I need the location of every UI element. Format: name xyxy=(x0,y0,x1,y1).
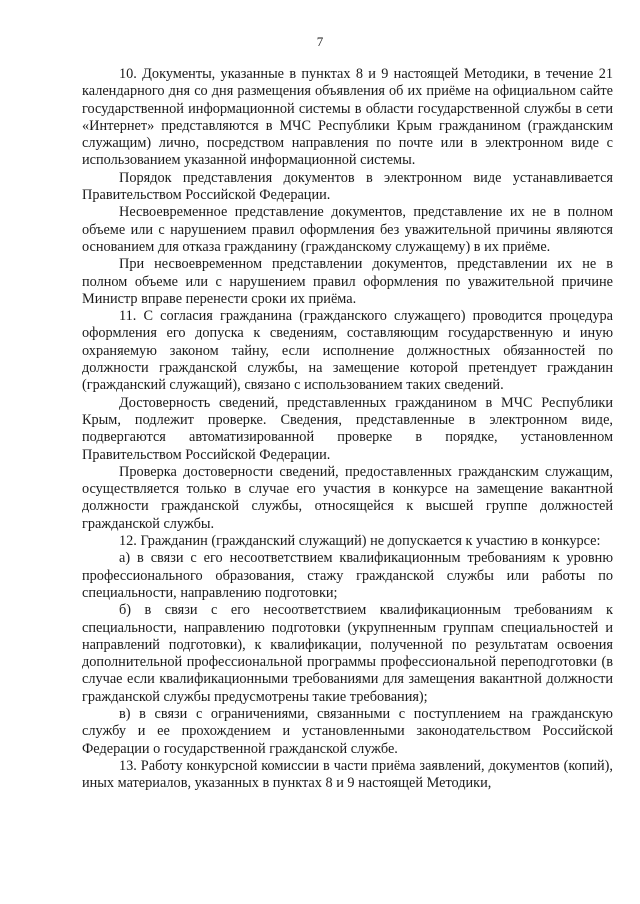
paragraph-11: 11. С согласия гражданина (гражданского служащего) проводится процедура оформления его допуска к сведениям, составляющим государственную и иную охраняемую законом тайну, если исполнение должностных обязанностей по должности гражданской службы, на замещение которой претендует гражданин (гражданский служащий), связано с использованием таких сведений. xyxy=(82,308,613,394)
page-number: 7 xyxy=(316,34,324,49)
list-item-v: в) в связи с ограничениями, связанными с поступлением на гражданскую службу и ее прохождением и установленными законодательством Российской Федерации о государственной гражданской службе. xyxy=(82,705,613,757)
paragraph-verification-civil-servants: Проверка достоверности сведений, предоставленных гражданским служащим, осуществляется только в случае его участия в конкурсе на замещение вакантной должности гражданской службы, относящейся к высшей группе должностей гражданской службы. xyxy=(82,463,613,532)
document-body xyxy=(82,66,613,792)
paragraph-10: 10. Документы, указанные в пунктах 8 и 9 настоящей Методики, в течение 21 календарного дня со дня размещения объявления об их приёме на официальном сайте государственной информационной системы в области государственной службы в сети «Интернет» представляются в МЧС Республики Крым гражданином (гражданским служащим) лично, посредством направления по почте или в электронном виде с использованием указанной информационной системы. xyxy=(82,66,613,169)
paragraph-verification: Достоверность сведений, представленных гражданином в МЧС Республики Крым, подлежит проверке. Сведения, представленные в электронном виде, подвергаются автоматизированной проверке в порядке, установленном Правительством Российской Федерации. xyxy=(82,394,613,463)
paragraph-submission-procedure: Порядок представления документов в электронном виде устанавливается Правительством Российской Федерации. xyxy=(82,169,613,204)
paragraph-13: 13. Работу конкурсной комиссии в части приёма заявлений, документов (копий), иных материалов, указанных в пунктах 8 и 9 настоящей Методики, xyxy=(82,757,613,792)
paragraph-refusal-grounds: Несвоевременное представление документов, представление их не в полном объеме или с нарушением правил оформления без уважительной причины являются основанием для отказа гражданину (гражданскому служащему) в их приёме. xyxy=(82,204,613,255)
paragraph-deadline-extension: При несвоевременном представлении документов, представлении их не в полном объеме или с нарушением правил оформления по уважительной причине Министр вправе перенести сроки их приёма. xyxy=(82,256,613,307)
paragraph-12: 12. Гражданин (гражданский служащий) не допускается к участию в конкурсе: xyxy=(119,533,601,550)
list-item-a: а) в связи с его несоответствием квалификационным требованиям к уровню профессионального образования, стажу гражданской службы или работы по специальности, направлению подготовки; xyxy=(82,550,613,601)
list-item-b: б) в связи с его несоответствием квалификационным требованиям к специальности, направлению подготовки (укрупненным группам специальностей и направлений подготовки), к квалификации, полученной по результатам освоения дополнительной профессиональной программы профессиональной переподготовки (в случае если квалификационными требованиями для замещения вакантной должности гражданской службы предусмотрены такие требования); xyxy=(82,602,613,705)
